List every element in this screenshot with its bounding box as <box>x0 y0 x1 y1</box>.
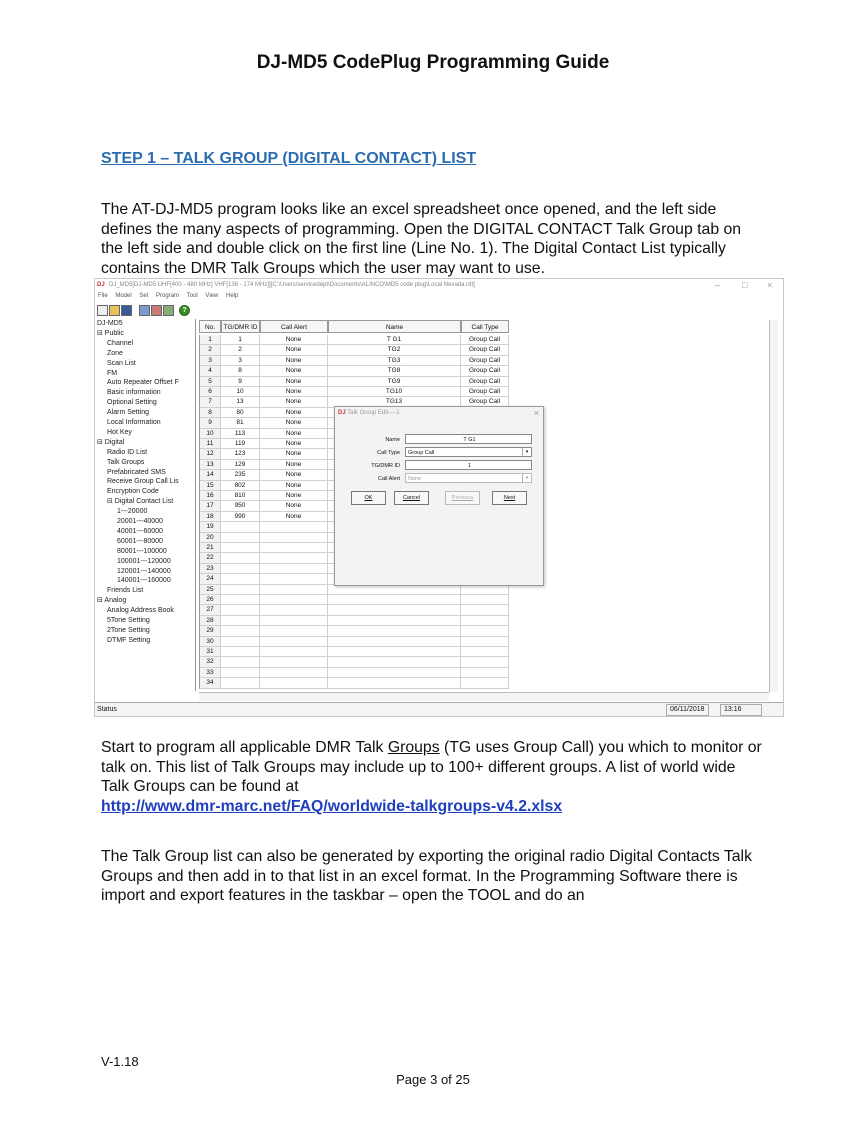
app-window-title: DJ_MD5[DJ-MD5:UHF[400 - 480 MHz] VHF[136 - 174 MHz]][C:\Users\servicedept\Documents\ALINCO\MD5 code plug\Local Nevada.rdt] <box>109 282 475 288</box>
maximize-button[interactable]: □ <box>742 280 748 290</box>
app-logo: DJ <box>97 282 105 288</box>
grid-cell[interactable] <box>260 678 328 688</box>
grid-cell[interactable] <box>328 616 461 626</box>
grid-cell[interactable] <box>260 668 328 678</box>
grid-cell[interactable] <box>260 574 328 584</box>
grid-cell[interactable]: Group Call <box>461 345 509 355</box>
row-number[interactable]: 5 <box>199 377 221 387</box>
grid-cell[interactable]: Group Call <box>461 377 509 387</box>
grid-cell[interactable] <box>260 543 328 553</box>
help-icon[interactable]: ? <box>179 305 190 316</box>
row-number[interactable]: 15 <box>199 481 221 491</box>
grid-cell[interactable]: TG13 <box>328 397 461 407</box>
grid-cell[interactable] <box>221 678 260 688</box>
grid-cell[interactable] <box>221 647 260 657</box>
grid-cell[interactable] <box>461 678 509 688</box>
grid-cell[interactable]: 802 <box>221 481 260 491</box>
row-number[interactable]: 28 <box>199 616 221 626</box>
dialog-logo: DJ <box>338 410 346 416</box>
grid-cell[interactable] <box>461 647 509 657</box>
call-type-value: Group Call <box>408 450 435 456</box>
row-number[interactable]: 7 <box>199 397 221 407</box>
para2-after: (TG uses Group Call) you which to monitor or talk on. This list of Talk Groups may include up to 100+ different groups. A list of world wide Talk Groups can be found at <box>101 739 762 795</box>
row-number[interactable]: 2 <box>199 345 221 355</box>
tree-item[interactable]: 5Tone Setting <box>107 617 150 624</box>
grid-cell[interactable] <box>260 533 328 543</box>
call-type-select[interactable] <box>405 447 532 457</box>
grid-cell[interactable] <box>260 553 328 563</box>
column-header[interactable]: TG/DMR ID <box>221 320 260 333</box>
grid-cell[interactable]: 1 <box>221 335 260 345</box>
tree-item[interactable]: ⊟ Analog <box>97 597 127 605</box>
grid-cell[interactable]: None <box>260 501 328 511</box>
menu-tool[interactable]: Tool <box>186 293 198 299</box>
grid-cell[interactable] <box>328 637 461 647</box>
grid-cell[interactable] <box>461 595 509 605</box>
grid-cell[interactable] <box>328 657 461 667</box>
grid-cell[interactable] <box>260 564 328 574</box>
grid-cell[interactable]: Group Call <box>461 366 509 376</box>
grid-cell[interactable]: None <box>260 481 328 491</box>
grid-cell[interactable] <box>221 626 260 636</box>
tree-item[interactable]: DJ-MD5 <box>97 320 123 327</box>
row-number[interactable]: 25 <box>199 585 221 595</box>
row-number[interactable]: 9 <box>199 418 221 428</box>
grid-cell[interactable]: 235 <box>221 470 260 480</box>
row-number[interactable]: 4 <box>199 366 221 376</box>
grid-cell[interactable] <box>221 574 260 584</box>
grid-cell[interactable] <box>461 616 509 626</box>
menu-file[interactable]: File <box>98 293 108 299</box>
version-label: V-1.18 <box>101 1054 139 1069</box>
status-label: Status <box>97 706 117 713</box>
row-number[interactable]: 6 <box>199 387 221 397</box>
grid-cell[interactable]: None <box>260 408 328 418</box>
tree-item[interactable]: 80001---100000 <box>117 547 167 555</box>
grid-cell[interactable]: 113 <box>221 429 260 439</box>
grid-cell[interactable] <box>461 626 509 636</box>
minimize-button[interactable]: – <box>715 280 721 290</box>
tree-item[interactable]: Local Information <box>107 419 161 426</box>
grid-cell[interactable] <box>260 522 328 532</box>
menu-bar <box>95 293 783 303</box>
row-number[interactable]: 33 <box>199 668 221 678</box>
grid-cell[interactable]: 3 <box>221 356 260 366</box>
call-alert-select[interactable] <box>405 473 532 483</box>
grid-cell[interactable]: TG2 <box>328 345 461 355</box>
grid-cell[interactable]: 990 <box>221 512 260 522</box>
horizontal-scrollbar[interactable] <box>199 692 769 701</box>
grid-cell[interactable]: None <box>260 377 328 387</box>
grid-cell[interactable]: 123 <box>221 449 260 459</box>
grid-cell[interactable]: TG3 <box>328 356 461 366</box>
row-number[interactable]: 3 <box>199 356 221 366</box>
dialog-title <box>338 410 400 416</box>
tree-item[interactable]: 1---20000 <box>117 508 148 516</box>
grid-cell[interactable] <box>328 605 461 615</box>
row-number[interactable]: 10 <box>199 429 221 439</box>
grid-cell[interactable]: 9 <box>221 377 260 387</box>
tree-item[interactable]: Analog Address Book <box>107 607 174 615</box>
para2-before: Start to program all applicable DMR Talk <box>101 739 388 756</box>
row-number[interactable]: 17 <box>199 501 221 511</box>
tree-item[interactable]: Hot Key <box>107 428 132 436</box>
grid-cell[interactable] <box>260 657 328 667</box>
dialog-close-icon[interactable]: × <box>533 408 539 418</box>
close-button[interactable]: × <box>767 280 773 290</box>
grid-cell[interactable]: Group Call <box>461 356 509 366</box>
grid-cell[interactable] <box>221 543 260 553</box>
talk-group-edit-dialog <box>334 406 544 586</box>
grid-cell[interactable] <box>260 595 328 605</box>
write-radio-icon[interactable] <box>151 305 162 316</box>
row-number[interactable]: 22 <box>199 553 221 563</box>
grid-cell[interactable]: None <box>260 491 328 501</box>
new-file-icon[interactable] <box>97 305 108 316</box>
step-heading: STEP 1 – TALK GROUP (DIGITAL CONTACT) LIST <box>101 150 477 167</box>
row-number[interactable]: 32 <box>199 657 221 667</box>
grid-cell[interactable]: None <box>260 439 328 449</box>
tree-item[interactable]: Radio ID List <box>107 448 148 456</box>
grid-cell[interactable] <box>260 647 328 657</box>
grid-cell[interactable] <box>221 657 260 667</box>
grid-cell[interactable]: None <box>260 335 328 345</box>
tree-item[interactable]: Channel <box>107 339 134 347</box>
call-type-label: Call Type <box>377 450 400 456</box>
row-number[interactable]: 18 <box>199 512 221 522</box>
grid-cell[interactable]: None <box>260 366 328 376</box>
chevron-down-icon: ▾ <box>522 474 531 482</box>
row-number[interactable]: 8 <box>199 408 221 418</box>
menu-set[interactable]: Set <box>139 293 149 299</box>
grid-cell[interactable] <box>328 585 461 595</box>
grid-cell[interactable]: None <box>260 387 328 397</box>
dialog-title-text: Talk Group Edit----1 <box>347 410 400 416</box>
row-number[interactable]: 30 <box>199 637 221 647</box>
grid-cell[interactable]: Group Call <box>461 397 509 407</box>
tree-item[interactable]: 120001---140000 <box>117 567 171 575</box>
row-number[interactable]: 16 <box>199 491 221 501</box>
menu-view[interactable]: View <box>205 293 219 299</box>
row-number[interactable]: 14 <box>199 470 221 480</box>
export-text: The Talk Group list can also be generated by exporting the original radio Digital Contacts Talk Groups and then add in to that list in an excel format. In the Programming Software there is import and export features in the taskbar – open the TOOL and do an <box>101 848 752 904</box>
tree-item[interactable]: 2Tone Setting <box>107 626 150 634</box>
grid-cell[interactable] <box>461 585 509 595</box>
call-alert-value: None <box>408 476 422 482</box>
grid-cell[interactable]: None <box>260 429 328 439</box>
grid-cell[interactable] <box>461 605 509 615</box>
ok-button[interactable]: OK <box>351 491 386 505</box>
grid-cell[interactable] <box>221 595 260 605</box>
grid-cell[interactable] <box>328 647 461 657</box>
grid-cell[interactable] <box>461 657 509 667</box>
intro-paragraph <box>101 200 766 278</box>
row-number[interactable]: 1 <box>199 335 221 345</box>
row-number[interactable]: 27 <box>199 605 221 615</box>
tree-item[interactable]: Auto Repeater Offset F <box>107 379 179 387</box>
grid-cell[interactable] <box>461 637 509 647</box>
tree-item[interactable]: Basic information <box>107 389 161 397</box>
tree-item[interactable]: ⊟ Digital Contact List <box>107 498 174 506</box>
row-number[interactable]: 13 <box>199 460 221 470</box>
app-screenshot <box>94 278 784 717</box>
para2-underlined: Groups <box>387 739 440 756</box>
tree-item[interactable]: Alarm Setting <box>107 409 150 417</box>
grid-cell[interactable]: None <box>260 418 328 428</box>
tree-item[interactable]: 60001---80000 <box>117 537 163 545</box>
tree-divider <box>195 319 196 691</box>
vertical-scrollbar[interactable] <box>769 320 778 692</box>
grid-cell[interactable] <box>221 668 260 678</box>
previous-button[interactable]: Previous <box>445 491 480 505</box>
grid-cell[interactable] <box>221 637 260 647</box>
grid-cell[interactable] <box>461 668 509 678</box>
grid-cell[interactable] <box>260 637 328 647</box>
intro-text: The AT-DJ-MD5 program looks like an excel spreadsheet once opened, and the left side defines the many aspects of programming. Open the DIGITAL CONTACT Talk Group tab on the left side and double click on the first line (Line No. 1). The Digital Contact List typically contains the DMR Talk Groups which the user may want to use. <box>101 201 742 277</box>
tree-item[interactable]: Friends List <box>107 587 144 595</box>
row-number[interactable]: 31 <box>199 647 221 657</box>
tree-item[interactable]: Encryption Code <box>107 488 159 496</box>
row-number[interactable]: 21 <box>199 543 221 553</box>
navigation-tree <box>95 319 195 689</box>
menu-help[interactable]: Help <box>226 293 239 299</box>
tree-item[interactable]: Receive Group Call Lis <box>107 478 179 486</box>
page-number: Page 3 of 25 <box>396 1072 470 1087</box>
document-title: DJ-MD5 CodePlug Programming Guide <box>256 52 610 73</box>
grid-cell[interactable]: 2 <box>221 345 260 355</box>
app-titlebar <box>95 279 783 293</box>
grid-cell[interactable] <box>221 533 260 543</box>
row-number[interactable]: 29 <box>199 626 221 636</box>
grid-cell[interactable] <box>221 616 260 626</box>
grid-cell[interactable] <box>328 626 461 636</box>
tree-item[interactable]: ⊟ Digital <box>97 438 125 446</box>
read-radio-icon[interactable] <box>139 305 150 316</box>
grid-cell[interactable] <box>260 585 328 595</box>
grid-cell[interactable]: 13 <box>221 397 260 407</box>
worldwide-talkgroups-link[interactable]: http://www.dmr-marc.net/FAQ/worldwide-talkgroups-v4.2.xlsx <box>101 797 563 815</box>
grid-cell[interactable]: TG8 <box>328 366 461 376</box>
next-button[interactable]: Next <box>492 491 527 505</box>
grid-cell[interactable]: 10 <box>221 387 260 397</box>
tree-item[interactable]: ⊟ Public <box>97 329 124 337</box>
status-bar <box>95 702 783 716</box>
grid-cell[interactable]: None <box>260 345 328 355</box>
menu-program[interactable]: Program <box>156 293 180 299</box>
grid-cell[interactable]: TG9 <box>328 377 461 387</box>
tree-item[interactable]: 100001---120000 <box>117 557 171 565</box>
column-header[interactable]: Call Alert <box>260 320 328 333</box>
row-number[interactable]: 24 <box>199 574 221 584</box>
row-number[interactable]: 23 <box>199 564 221 574</box>
column-header[interactable]: Name <box>328 320 461 333</box>
grid-cell[interactable]: None <box>260 449 328 459</box>
tree-item[interactable]: 20001---40000 <box>117 518 163 525</box>
grid-cell[interactable] <box>260 626 328 636</box>
grid-cell[interactable] <box>328 595 461 605</box>
row-number[interactable]: 12 <box>199 449 221 459</box>
tree-item[interactable]: Prefabricated SMS <box>107 468 166 476</box>
tree-item[interactable]: Zone <box>107 349 123 357</box>
grid-cell[interactable]: 8 <box>221 366 260 376</box>
grid-cell[interactable]: None <box>260 397 328 407</box>
grid-cell[interactable] <box>221 585 260 595</box>
row-number[interactable]: 34 <box>199 678 221 688</box>
grid-cell[interactable] <box>221 605 260 615</box>
tree-item[interactable]: Optional Setting <box>107 399 157 407</box>
grid-cell[interactable]: T G1 <box>328 335 461 345</box>
grid-cell[interactable]: 81 <box>221 418 260 428</box>
grid-cell[interactable]: 950 <box>221 501 260 511</box>
radio-info-icon[interactable] <box>163 305 174 316</box>
grid-cell[interactable] <box>260 616 328 626</box>
tree-item[interactable]: 40001---60000 <box>117 527 163 535</box>
row-number[interactable]: 20 <box>199 533 221 543</box>
row-number[interactable]: 11 <box>199 439 221 449</box>
grid-cell[interactable]: 119 <box>221 439 260 449</box>
grid-cell[interactable]: 810 <box>221 491 260 501</box>
cancel-button[interactable]: Cancel <box>394 491 429 505</box>
status-date: 06/11/2018 <box>666 704 709 716</box>
grid-cell[interactable] <box>328 678 461 688</box>
column-header[interactable]: Call Type <box>461 320 509 333</box>
grid-cell[interactable]: None <box>260 470 328 480</box>
save-icon[interactable] <box>121 305 132 316</box>
grid-cell[interactable]: 80 <box>221 408 260 418</box>
menu-model[interactable]: Model <box>115 293 132 299</box>
grid-cell[interactable]: Group Call <box>461 335 509 345</box>
row-number[interactable]: 26 <box>199 595 221 605</box>
row-number[interactable]: 19 <box>199 522 221 532</box>
tree-item[interactable]: 140001---160000 <box>117 577 171 585</box>
tree-item[interactable]: DTMF Setting <box>107 636 151 644</box>
open-folder-icon[interactable] <box>109 305 120 316</box>
talk-group-paragraph <box>101 738 766 816</box>
grid-cell[interactable]: Group Call <box>461 387 509 397</box>
grid-cell[interactable]: None <box>260 356 328 366</box>
tg-dmr-id-field[interactable]: 1 <box>405 460 532 470</box>
export-paragraph <box>101 847 766 906</box>
grid-cell[interactable] <box>260 605 328 615</box>
grid-cell[interactable] <box>328 668 461 678</box>
grid-cell[interactable]: None <box>260 512 328 522</box>
name-field[interactable]: T G1 <box>405 434 532 444</box>
status-time: 13:16 <box>720 704 762 716</box>
column-header[interactable]: No. <box>199 320 221 333</box>
grid-cell[interactable] <box>221 522 260 532</box>
grid-cell[interactable]: None <box>260 460 328 470</box>
grid-cell[interactable] <box>221 553 260 563</box>
chevron-down-icon: ▾ <box>522 448 531 456</box>
tree-item[interactable]: FM <box>107 369 118 377</box>
tree-item[interactable]: Talk Groups <box>107 458 145 466</box>
name-label: Name <box>385 437 400 443</box>
tree-item[interactable]: Scan List <box>107 359 136 367</box>
grid-cell[interactable]: TG10 <box>328 387 461 397</box>
grid-cell[interactable]: 129 <box>221 460 260 470</box>
tg-dmr-id-label: TG/DMR ID <box>371 463 400 469</box>
call-alert-label: Call Alert <box>377 476 400 482</box>
grid-cell[interactable] <box>221 564 260 574</box>
